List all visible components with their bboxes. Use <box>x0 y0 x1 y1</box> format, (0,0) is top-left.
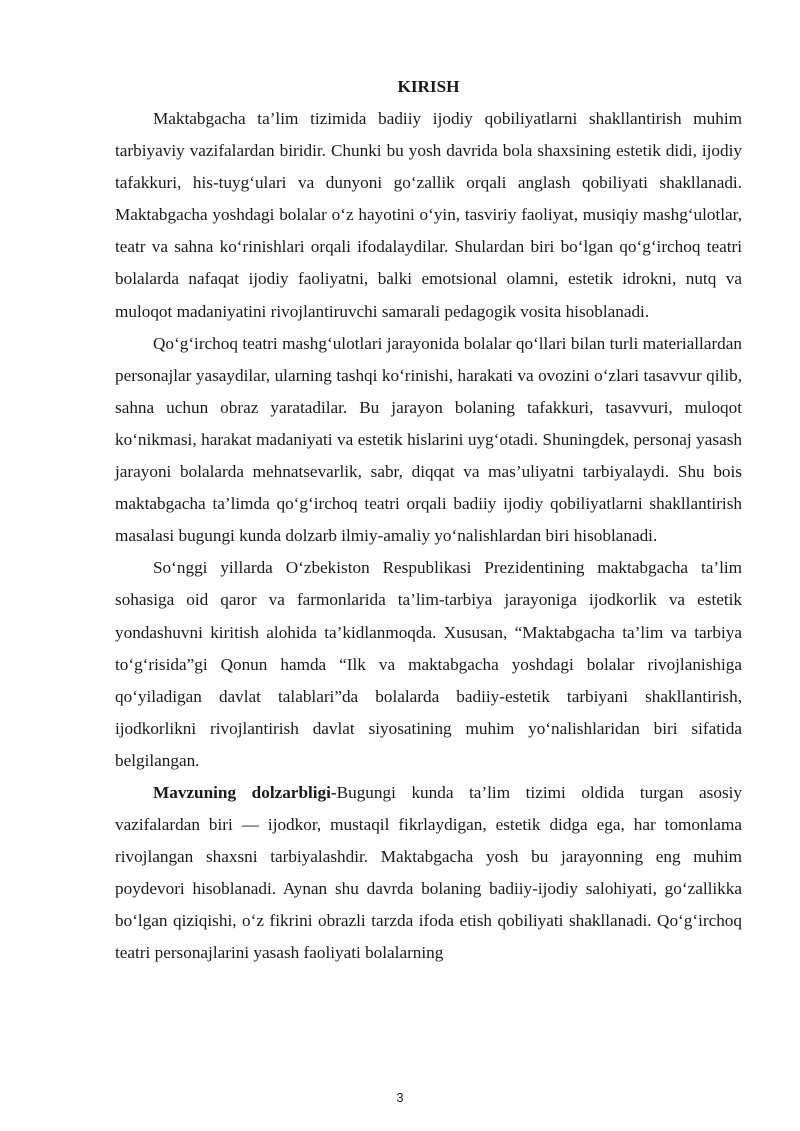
paragraph-legislation: So‘nggi yillarda O‘zbekiston Respublikasi Prezidentining maktabgacha ta’lim sohasiga oid qaror va farmonlarida ta’lim-tarbiya jarayoniga ijodkorlik va estetik yondashuvni kiritish alohida ta’kidlanmoqda. Xususan, “Maktabgacha ta’lim va tarbiya to‘g‘risida”gi Qonun hamda “Ilk va maktabgacha yoshdagi bolalar rivojlanishiga qo‘yiladigan davlat talablari”da bolalarda badiiy-estetik tarbiyani shakllantirish, ijodkorlikni rivojlantirish davlat siyosatining muhim yo‘nalishlaridan biri sifatida belgilangan. <box>115 558 742 770</box>
paragraph-puppet-theatre: Qo‘g‘irchoq teatri mashg‘ulotlari jarayonida bolalar qo‘llari bilan turli materiallardan personajlar yasaydilar, ularning tashqi ko‘rinishi, harakati va ovozini o‘zlari tasavvur qilib, sahna uchun obraz yaratadilar. Bu jarayon bolaning tafakkuri, tasavvuri, muloqot ko‘nikmasi, harakat madaniyati va estetik hislarini uyg‘otadi. Shuningdek, personaj yasash jarayoni bolalarda mehnatsevarlik, sabr, diqqat va mas’uliyatni tarbiyalaydi. Shu bois maktabgacha ta’limda qo‘g‘irchoq teatri orqali badiiy ijodiy qobiliyatlarni shakllantirish masalasi bugungi kunda dolzarb ilmiy-amaliy yo‘nalishlardan biri hisoblanadi. <box>115 333 742 546</box>
relevance-text: Bugungi kunda ta’lim tizimi oldida turgan asosiy vazifalardan biri — ijodkor, mustaqil fikrlaydigan, estetik didga ega, har tomonlama rivojlangan shaxsni tarbiyalashdir. Maktabgacha yosh bu jarayonning eng muhim poydevori hisoblanadi. Aynan shu davrda bolaning badiiy-ijodiy salohiyati, go‘zallikka bo‘lgan qiziqishi, o‘z fikrini obrazli tarzda ifoda etish qobiliyati shakllanadi. Qo‘g‘irchoq teatri personajlarini yasash faoliyati bolalarning <box>115 782 742 963</box>
relevance-heading: Mavzuning dolzarbligi- <box>153 782 337 802</box>
document-page <box>115 70 742 970</box>
page-number: 3 <box>396 1090 404 1105</box>
paragraph-relevance <box>115 777 742 970</box>
page-title: KIRISH <box>397 77 460 96</box>
paragraph-intro: Maktabgacha ta’lim tizimida badiiy ijodiy qobiliyatlarni shakllantirish muhim tarbiyaviy vazifalardan biridir. Chunki bu yosh davrida bola shaxsining estetik didi, ijodiy tafakkuri, his-tuyg‘ulari va dunyoni go‘zallik orqali anglash qobiliyati shakllanadi. Maktabgacha yoshdagi bolalar o‘z hayotini o‘yin, tasviriy faoliyat, musiqiy mashg‘ulotlar, teatr va sahna ko‘rinishlari orqali ifodalaydilar. Shulardan biri bo‘lgan qo‘g‘irchoq teatri bolalarda nafaqat ijodiy faoliyatni, balki emotsional olamni, estetik idrokni, nutq va muloqot madaniyatini rivojlantiruvchi samarali pedagogik vosita hisoblanadi. <box>115 109 742 321</box>
